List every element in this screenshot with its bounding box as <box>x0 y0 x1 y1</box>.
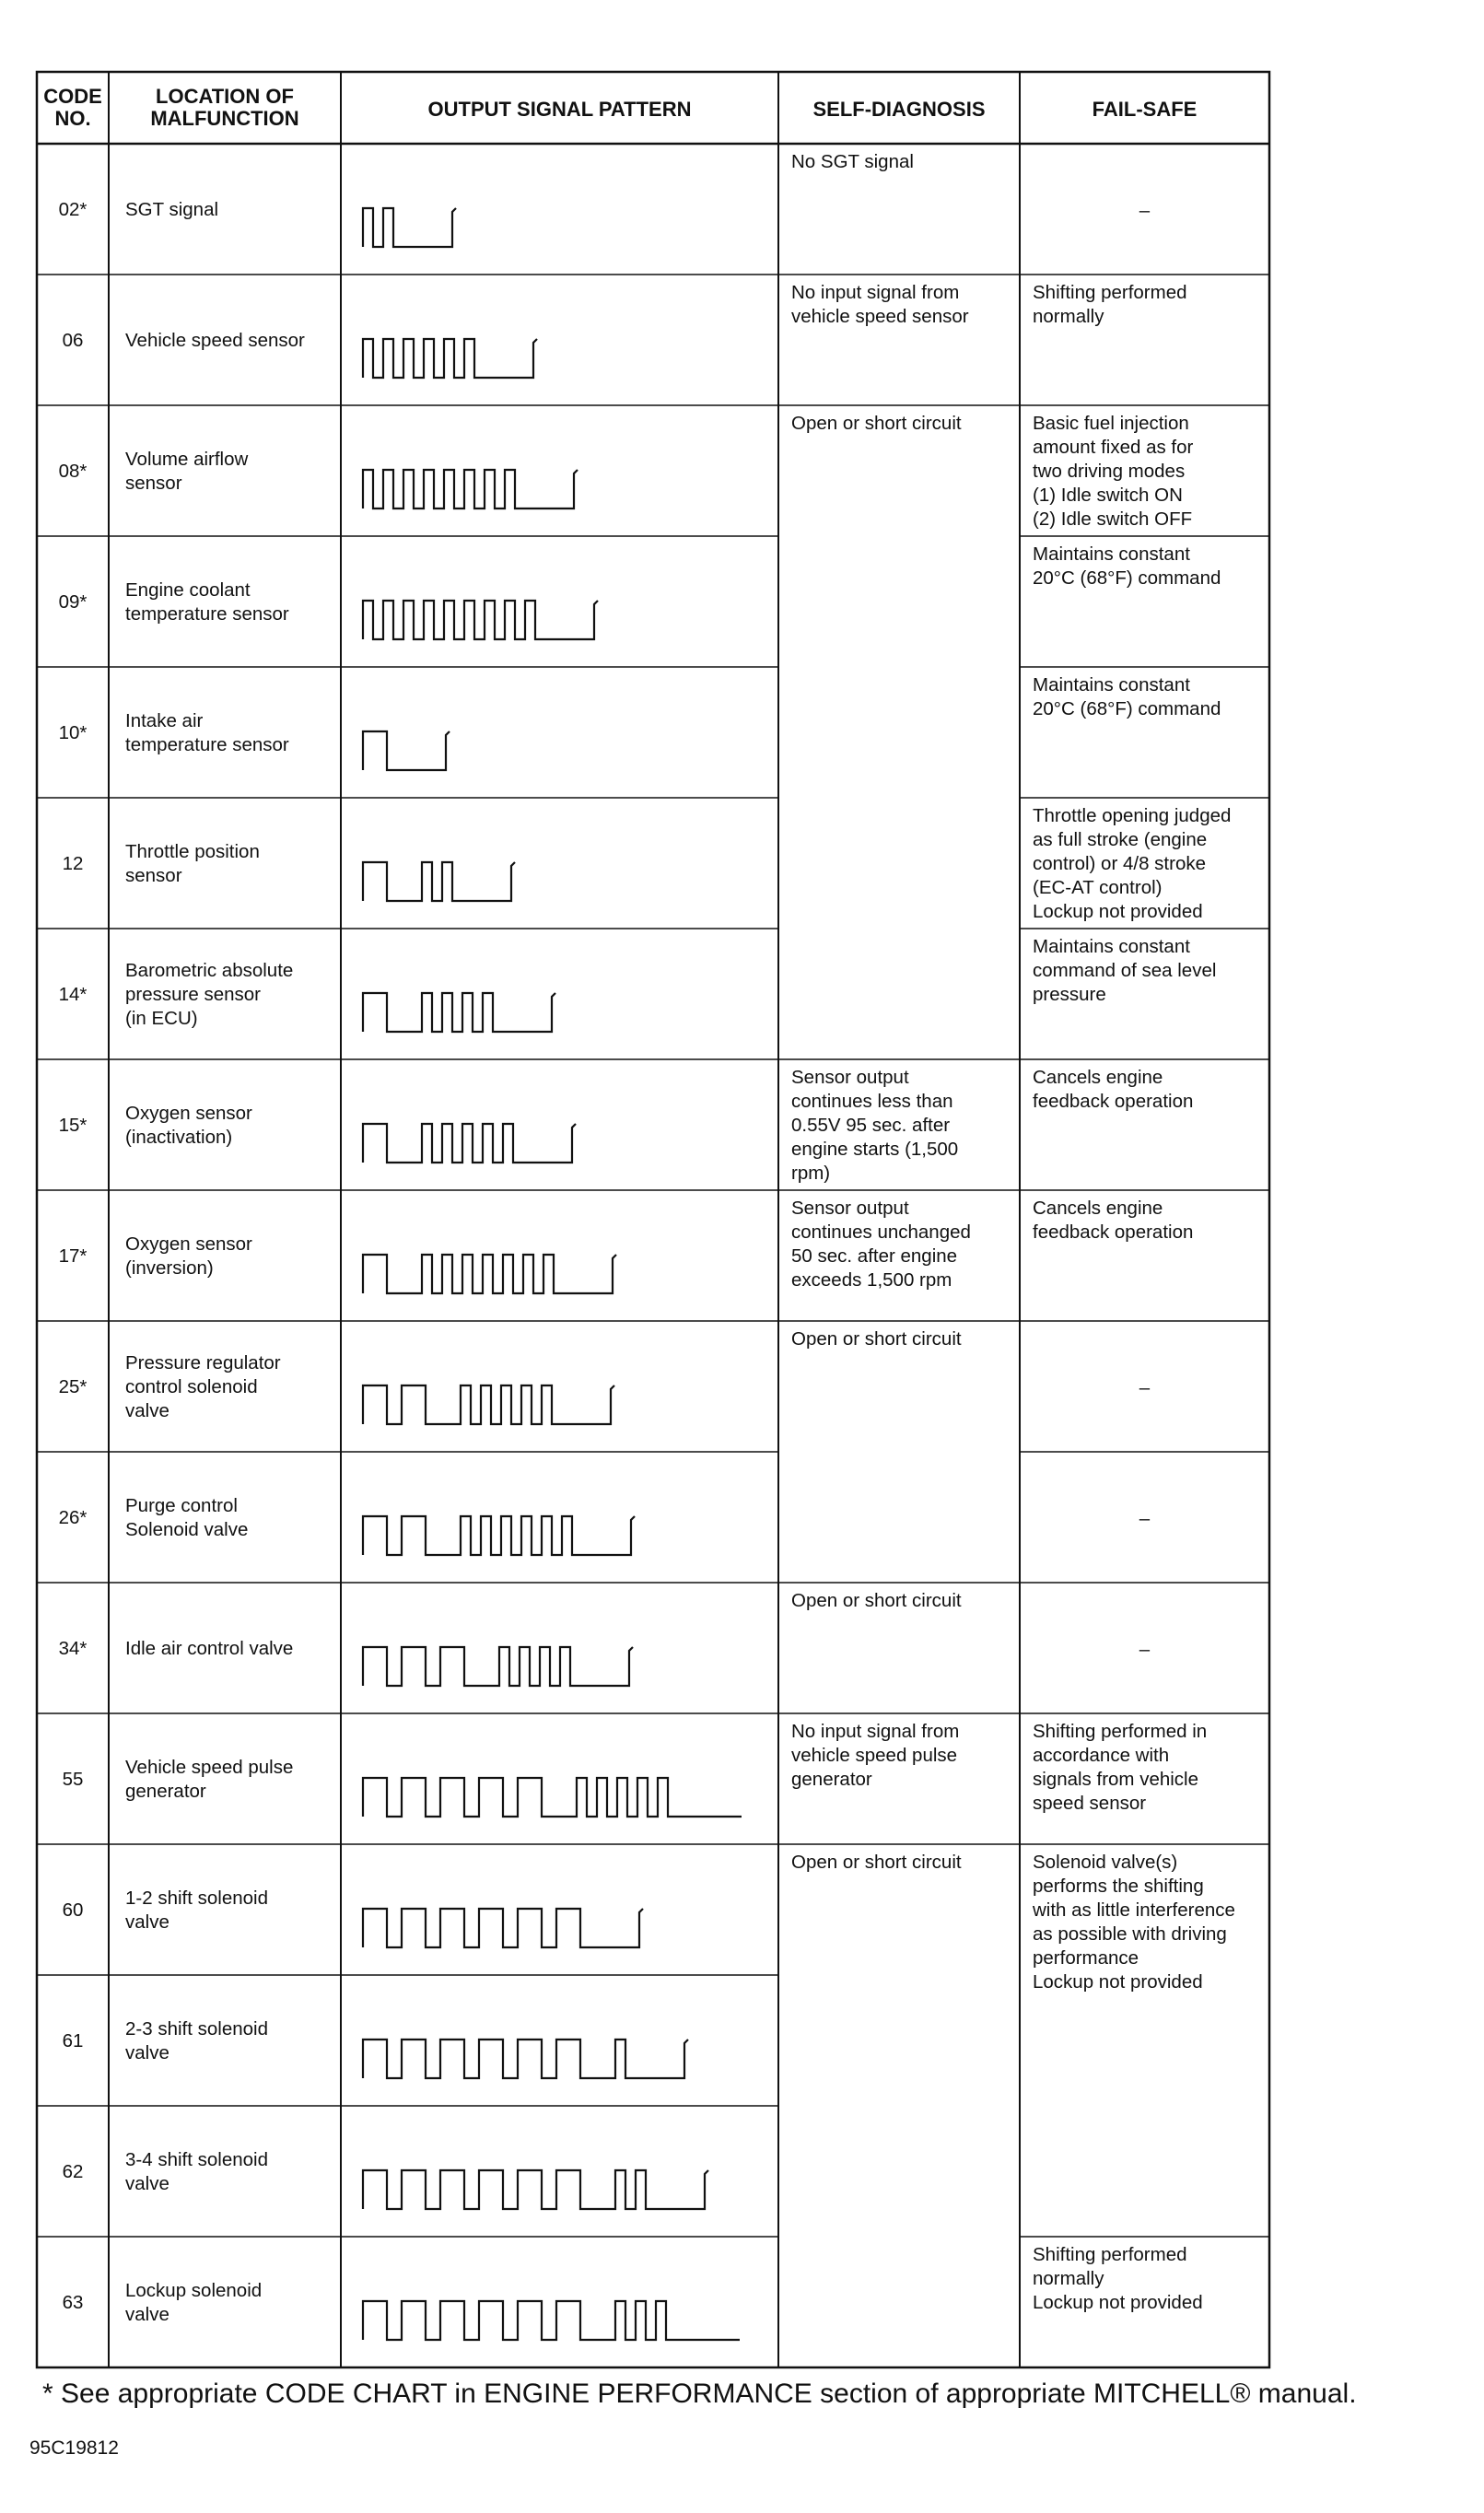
location-label-line: Barometric absolute <box>125 960 294 981</box>
location-label-line: temperature sensor <box>125 603 289 625</box>
self-text-line: Open or short circuit <box>791 1852 962 1873</box>
location-label-line: pressure sensor <box>125 984 261 1005</box>
code-number: 34* <box>58 1638 88 1659</box>
signal-waveform <box>363 601 598 639</box>
self-text <box>791 1328 962 1350</box>
location-label-line: valve <box>125 2042 169 2063</box>
self-text-line: continues unchanged <box>791 1221 971 1243</box>
signal-waveform <box>363 1909 643 1947</box>
location-label-line: Throttle position <box>125 841 260 862</box>
fail-text-line: performs the shifting <box>1033 1876 1204 1897</box>
code-number: 10* <box>58 722 88 743</box>
fail-text-line: Maintains constant <box>1033 544 1190 565</box>
signal-waveform <box>363 1385 614 1424</box>
code-number: 14* <box>58 984 88 1005</box>
self-text-line: No SGT signal <box>791 151 914 172</box>
self-text-line: 0.55V 95 sec. after <box>791 1115 951 1136</box>
fail-text-line: Lockup not provided <box>1033 1971 1203 1993</box>
fail-dash: – <box>1139 1508 1151 1529</box>
location-label-line: SGT signal <box>125 199 219 220</box>
location-label <box>125 2280 262 2325</box>
location-label-line: Vehicle speed pulse <box>125 1757 294 1778</box>
fail-text-line: performance <box>1033 1947 1139 1969</box>
location-label-line: Idle air control valve <box>125 1638 294 1659</box>
self-text-line: Open or short circuit <box>791 1590 962 1611</box>
self-text-line: Open or short circuit <box>791 1328 962 1350</box>
code-number: 02* <box>58 199 88 220</box>
signal-waveform <box>363 2040 688 2078</box>
fail-text-line: Solenoid valve(s) <box>1033 1852 1178 1873</box>
fail-text-line: command of sea level <box>1033 960 1217 981</box>
location-label <box>125 1103 252 1148</box>
header-location <box>150 85 298 130</box>
fail-text-line: feedback operation <box>1033 1091 1194 1112</box>
fail-text <box>1033 282 1187 327</box>
code-number: 62 <box>62 2161 84 2182</box>
fail-text-line: feedback operation <box>1033 1221 1194 1243</box>
signal-waveform <box>363 731 450 770</box>
fail-text <box>1033 1721 1207 1814</box>
fail-dash: – <box>1139 200 1151 221</box>
self-text <box>791 1198 971 1291</box>
fail-text-line: normally <box>1033 2268 1104 2289</box>
fail-text-line: two driving modes <box>1033 461 1186 482</box>
fail-text <box>1032 1852 1235 1993</box>
code-number: 61 <box>62 2030 84 2051</box>
self-text-line: vehicle speed sensor <box>791 306 969 327</box>
location-label-line: (inversion) <box>125 1257 214 1279</box>
location-label <box>125 1233 252 1279</box>
fail-text-line: as full stroke (engine <box>1033 829 1208 850</box>
fail-dash: – <box>1139 1639 1151 1660</box>
location-label-line: 1-2 shift solenoid <box>125 1888 268 1909</box>
signal-waveform <box>363 993 555 1032</box>
fail-dash: – <box>1139 1377 1151 1398</box>
fail-text-line: 20°C (68°F) command <box>1033 567 1221 589</box>
signal-waveform <box>363 470 578 508</box>
fail-text <box>1033 413 1194 530</box>
header-fail <box>1093 98 1198 121</box>
location-label <box>125 2149 268 2194</box>
self-text <box>791 1067 958 1184</box>
self-text-line: 50 sec. after engine <box>791 1245 958 1267</box>
code-number: 60 <box>62 1899 84 1921</box>
self-text-line: engine starts (1,500 <box>791 1139 959 1160</box>
code-number: 26* <box>58 1507 88 1528</box>
self-text-line: continues less than <box>791 1091 953 1112</box>
fail-text-line: Shifting performed <box>1033 2244 1187 2265</box>
fail-text-line: Cancels engine <box>1033 1198 1163 1219</box>
fail-text <box>1033 1067 1193 1112</box>
header-code-line: CODE <box>43 85 102 108</box>
fail-text-line: (EC-AT control) <box>1033 877 1163 898</box>
code-number: 63 <box>62 2292 84 2313</box>
location-label-line: Volume airflow <box>125 449 249 470</box>
fail-text <box>1033 936 1216 1005</box>
fail-text <box>1033 674 1221 719</box>
location-label <box>125 841 260 886</box>
self-text-line: exceeds 1,500 rpm <box>791 1269 952 1291</box>
code-number: 06 <box>62 330 84 351</box>
code-number: 17* <box>58 1245 88 1267</box>
location-label <box>125 1352 281 1421</box>
location-label-line: control solenoid <box>125 1376 258 1397</box>
fail-text-line: Throttle opening judged <box>1033 805 1232 826</box>
self-text-line: rpm) <box>791 1163 831 1184</box>
location-label-line: Oxygen sensor <box>125 1233 252 1255</box>
location-label-line: sensor <box>125 865 182 886</box>
signal-waveform <box>363 339 537 378</box>
location-label <box>125 330 305 351</box>
location-label <box>125 1888 268 1933</box>
location-label <box>125 2018 268 2063</box>
fail-text-line: as possible with driving <box>1033 1923 1227 1945</box>
fail-text-line: Maintains constant <box>1033 674 1190 695</box>
fail-text-line: amount fixed as for <box>1033 437 1194 458</box>
self-text-line: Sensor output <box>791 1198 909 1219</box>
code-number: 15* <box>58 1115 88 1136</box>
header-code-line: NO. <box>54 107 91 130</box>
self-text <box>791 1721 959 1790</box>
signal-waveform <box>363 1778 742 1817</box>
location-label <box>125 1757 293 1802</box>
fail-text-line: Shifting performed in <box>1033 1721 1208 1742</box>
location-label-line: Engine coolant <box>125 579 251 601</box>
footnote: * See appropriate CODE CHART in ENGINE PERFORMANCE section of appropriate MITCHELL® manual. <box>42 2379 1357 2409</box>
self-text-line: Open or short circuit <box>791 413 962 434</box>
code-number: 09* <box>58 591 88 613</box>
self-text-line: generator <box>791 1769 872 1790</box>
fail-text <box>1033 1198 1193 1243</box>
fail-text-line: speed sensor <box>1033 1793 1147 1814</box>
location-label-line: Purge control <box>125 1495 238 1516</box>
header-pattern-line: OUTPUT SIGNAL PATTERN <box>427 98 692 121</box>
code-number: 12 <box>62 853 84 874</box>
fail-text-line: 20°C (68°F) command <box>1033 698 1221 719</box>
fail-text-line: Lockup not provided <box>1033 2292 1203 2313</box>
location-label-line: valve <box>125 2173 169 2194</box>
self-text-line: vehicle speed pulse <box>791 1745 958 1766</box>
code-number: 08* <box>58 461 88 482</box>
header-location-line: LOCATION OF <box>156 85 294 108</box>
location-label-line: 2-3 shift solenoid <box>125 2018 268 2040</box>
self-text <box>791 151 914 172</box>
self-text <box>791 1590 962 1611</box>
location-label-line: (inactivation) <box>125 1127 233 1148</box>
location-label-line: Pressure regulator <box>125 1352 281 1373</box>
location-label <box>125 1495 248 1540</box>
location-label-line: Intake air <box>125 710 204 731</box>
location-label <box>125 199 218 220</box>
location-label <box>125 710 289 755</box>
fail-text-line: (2) Idle switch OFF <box>1033 508 1193 530</box>
location-label <box>125 960 293 1029</box>
fail-text <box>1033 805 1231 922</box>
signal-waveform <box>363 2170 708 2209</box>
self-text-line: No input signal from <box>791 1721 960 1742</box>
header-fail-line: FAIL-SAFE <box>1092 98 1198 121</box>
self-text-line: No input signal from <box>791 282 960 303</box>
header-self <box>812 98 985 121</box>
signal-waveform <box>363 2301 740 2340</box>
location-label-line: Vehicle speed sensor <box>125 330 305 351</box>
code-number: 25* <box>58 1376 88 1397</box>
self-text <box>791 282 969 327</box>
fail-text-line: (1) Idle switch ON <box>1033 485 1183 506</box>
self-text <box>791 1852 962 1873</box>
fail-text-line: pressure <box>1033 984 1106 1005</box>
fail-text-line: Lockup not provided <box>1033 901 1203 922</box>
location-label-line: 3-4 shift solenoid <box>125 2149 268 2170</box>
fail-text-line: control) or 4/8 stroke <box>1033 853 1206 874</box>
location-label-line: temperature sensor <box>125 734 289 755</box>
fail-text-line: normally <box>1033 306 1104 327</box>
fail-text-line: Cancels engine <box>1033 1067 1163 1088</box>
fail-text-line: Maintains constant <box>1033 936 1190 957</box>
header-pattern <box>428 98 692 121</box>
location-label <box>125 1638 293 1659</box>
location-label-line: Oxygen sensor <box>125 1103 252 1124</box>
fail-text-line: signals from vehicle <box>1033 1769 1199 1790</box>
fail-text-line: Basic fuel injection <box>1033 413 1189 434</box>
self-text <box>791 413 962 434</box>
figure-id: 95C19812 <box>29 2437 119 2459</box>
signal-waveform <box>363 1124 576 1163</box>
fail-text-line: with as little interference <box>1033 1899 1235 1921</box>
location-label-line: generator <box>125 1781 206 1802</box>
signal-waveform <box>363 1647 633 1686</box>
location-label-line: Lockup solenoid <box>125 2280 263 2301</box>
header-location-line: MALFUNCTION <box>150 107 299 130</box>
signal-waveform <box>363 1516 635 1555</box>
fail-text <box>1033 544 1221 589</box>
fail-text-line: Shifting performed <box>1033 282 1187 303</box>
location-label <box>125 449 249 494</box>
header-self-line: SELF-DIAGNOSIS <box>812 98 986 121</box>
self-text-line: Sensor output <box>791 1067 909 1088</box>
signal-waveform <box>363 1255 616 1293</box>
location-label-line: (in ECU) <box>125 1008 198 1029</box>
code-number: 55 <box>62 1769 84 1790</box>
location-label-line: valve <box>125 2304 169 2325</box>
location-label-line: valve <box>125 1400 169 1421</box>
signal-waveform <box>363 862 515 901</box>
header-code <box>43 85 102 130</box>
signal-waveform <box>363 208 456 247</box>
fail-text-line: accordance with <box>1033 1745 1170 1766</box>
location-label-line: sensor <box>125 473 182 494</box>
fail-text <box>1033 2244 1203 2313</box>
location-label-line: valve <box>125 1911 169 1933</box>
location-label-line: Solenoid valve <box>125 1519 249 1540</box>
location-label <box>125 579 289 625</box>
